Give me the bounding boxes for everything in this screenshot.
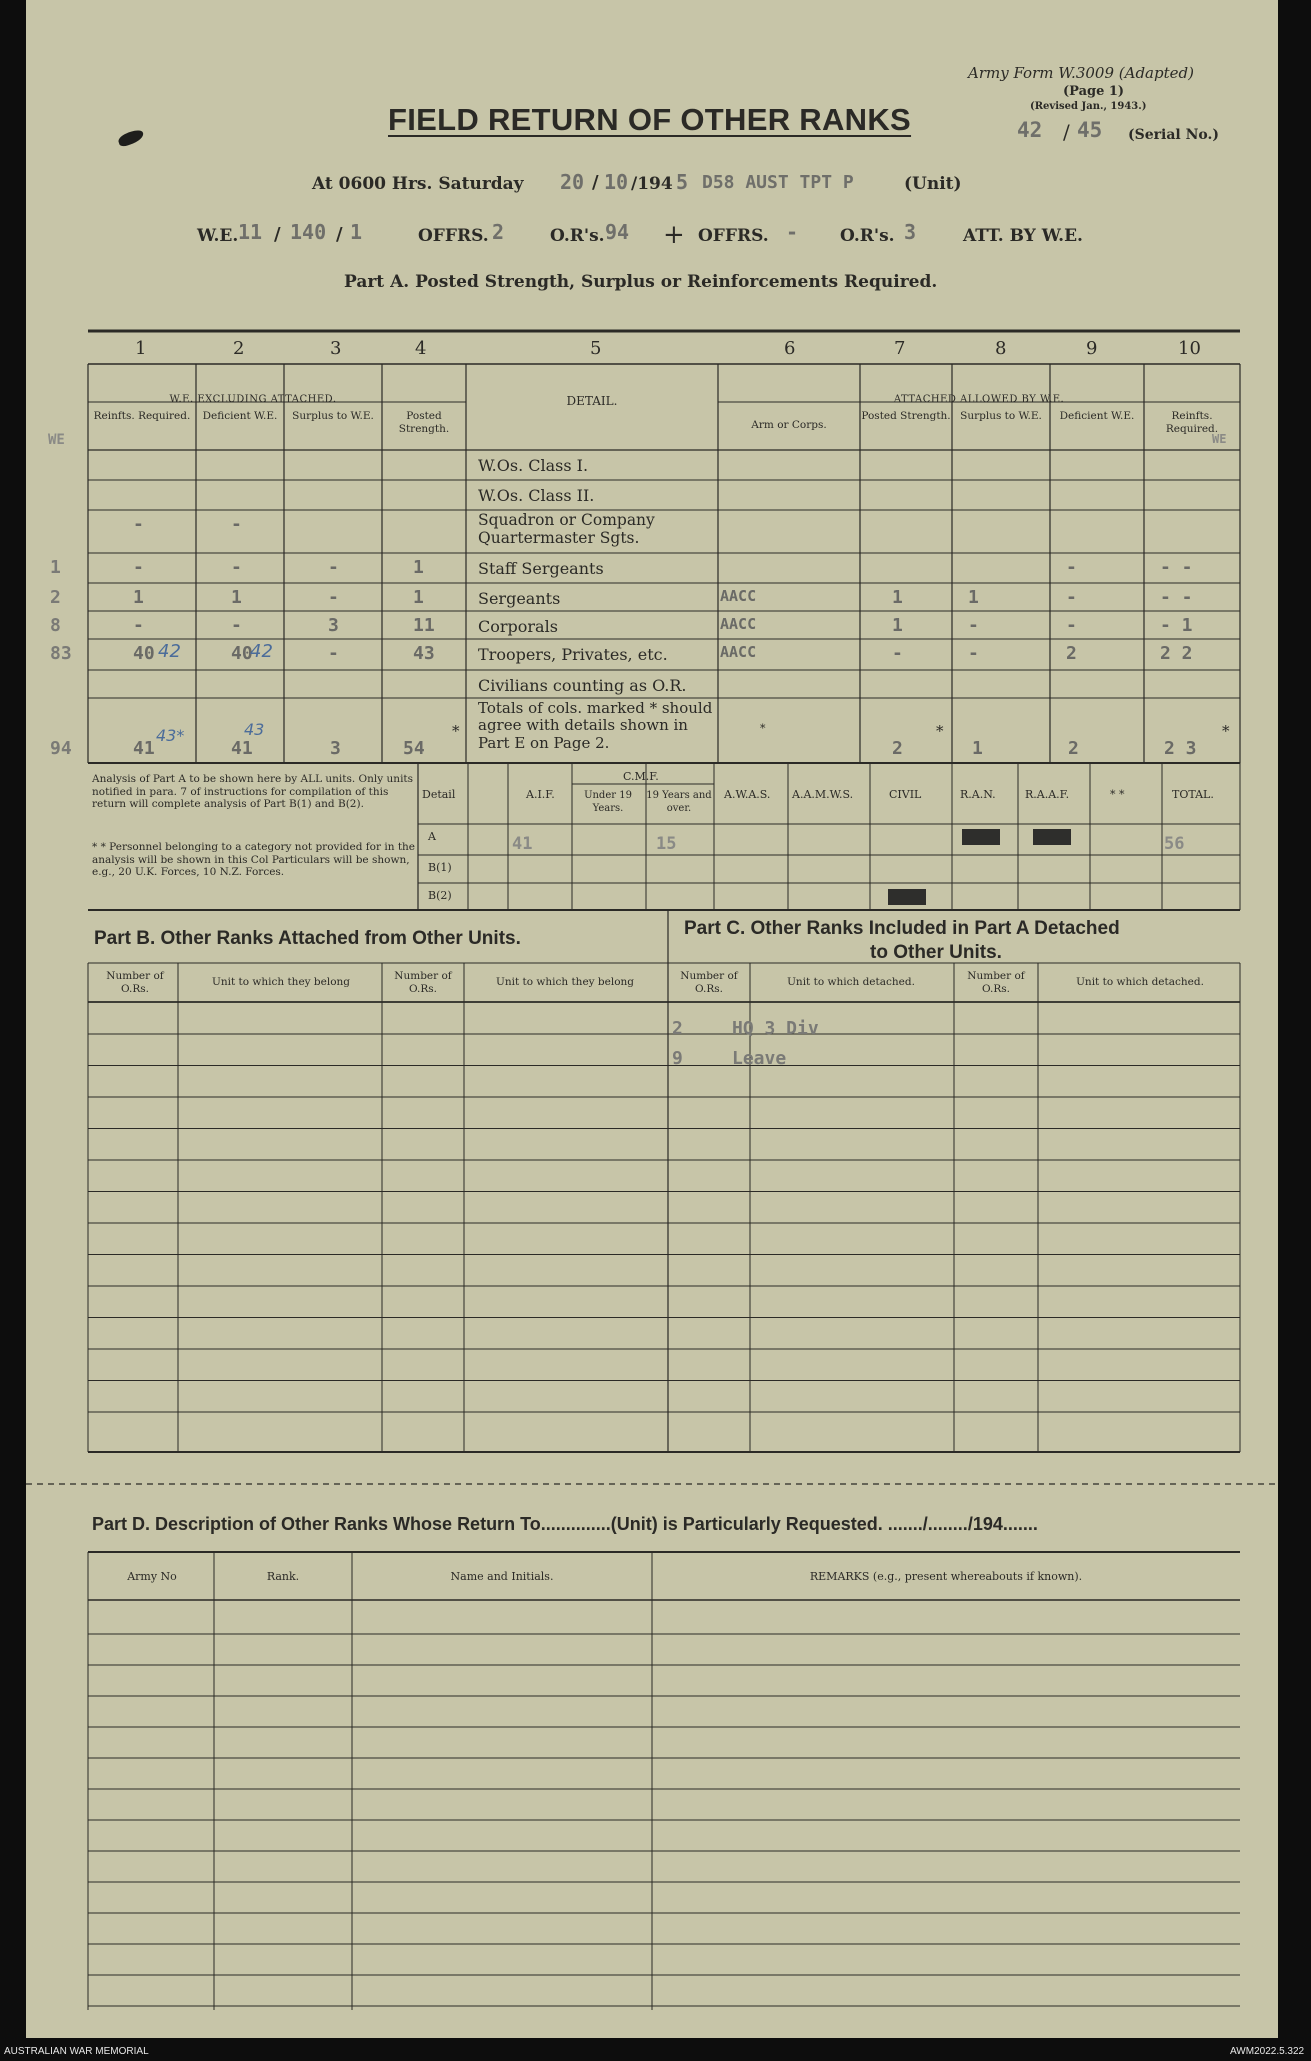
margin-we: WE bbox=[48, 432, 65, 448]
redaction-raaf bbox=[1033, 829, 1071, 845]
offrs-value: 2 bbox=[492, 220, 505, 244]
attached-header: ATTACHED ALLOWED BY W.E. bbox=[893, 394, 1065, 405]
row-cell-c7: 1 bbox=[892, 615, 903, 636]
analysis-civil-hdr: CIVIL bbox=[889, 788, 922, 801]
ors-label: O.R's. bbox=[550, 226, 605, 246]
unit-label: (Unit) bbox=[904, 174, 962, 194]
analysis-row-b2: B(2) bbox=[428, 889, 452, 902]
column-number: 5 bbox=[590, 338, 602, 359]
part-d-name-hdr: Name and Initials. bbox=[450, 1570, 554, 1583]
column-header: Posted Strength. bbox=[861, 410, 951, 422]
analysis-under19-hdr: Under 19 Years. bbox=[584, 790, 632, 814]
totals-cell-c7: 2 bbox=[892, 738, 903, 759]
row-cell-c1: 1 bbox=[133, 587, 144, 608]
we-b: 140 bbox=[290, 220, 327, 244]
part-b-unit-hdr-2: Unit to which they belong bbox=[495, 976, 635, 988]
part-a-title: Part A. Posted Strength, Surplus or Reinforcements Required. bbox=[344, 272, 938, 292]
row-margin-we: 8 bbox=[50, 615, 61, 636]
row-cell-c9: - bbox=[1066, 557, 1077, 578]
row-cell-c2: - bbox=[231, 615, 242, 636]
analysis-aamws-hdr: A.A.M.W.S. bbox=[792, 788, 854, 801]
serial-a: 42 bbox=[1017, 118, 1043, 142]
total-marker: * bbox=[936, 722, 944, 740]
year-digit: 5 bbox=[676, 170, 689, 194]
column-header: Surplus to W.E. bbox=[292, 410, 374, 422]
row-cell-c1: - bbox=[133, 615, 144, 636]
row-cell-c2: - bbox=[231, 557, 242, 578]
part-d-title: Part D. Description of Other Ranks Whose Return To..............(Unit) is Particularly Requested. ......./......../194....... bbox=[92, 1514, 1038, 1534]
serial-b: 45 bbox=[1077, 118, 1103, 142]
analysis-raaf-hdr: R.A.A.F. bbox=[1025, 788, 1070, 801]
column-header: Deficient W.E. bbox=[1059, 410, 1135, 422]
form-page: (Page 1) bbox=[1063, 84, 1125, 99]
totals-cell-c4: 54 bbox=[403, 738, 425, 759]
row-cell-c4: 1 bbox=[413, 587, 424, 608]
analysis-note-1: Analysis of Part A to be shown here by ALL units. Only units notified in para. 7 of instructions for compilation of this return will complete analysis of Part B(1) and B(2). bbox=[92, 773, 414, 811]
row-cell-c10: - 1 bbox=[1160, 615, 1193, 636]
row-cell-c7: - bbox=[892, 643, 903, 664]
offrs2-label: OFFRS. bbox=[698, 226, 769, 246]
serial-label: (Serial No.) bbox=[1128, 127, 1219, 143]
date-month: 10 bbox=[604, 170, 629, 194]
row-cell-c7: 1 bbox=[892, 587, 903, 608]
column-header: Surplus to W.E. bbox=[960, 410, 1042, 422]
column-number: 1 bbox=[135, 338, 147, 359]
analysis-other-hdr: * * bbox=[1110, 788, 1125, 801]
date-day: 20 bbox=[560, 170, 585, 194]
page-title: FIELD RETURN OF OTHER RANKS bbox=[388, 102, 912, 137]
column-header: Reinfts. Required. bbox=[93, 410, 191, 422]
part-c-unit-hdr-1: Unit to which detached. bbox=[787, 976, 915, 988]
row-cell-c3: 3 bbox=[328, 615, 339, 636]
we-label: W.E. bbox=[197, 226, 239, 246]
row-detail: Corporals bbox=[478, 617, 558, 636]
part-c-unit-hdr-2: Unit to which detached. bbox=[1076, 976, 1204, 988]
part-c-title-2: to Other Units. bbox=[870, 942, 1002, 963]
analysis-a-total: 56 bbox=[1164, 834, 1185, 854]
part-b-num-hdr-2: Number of O.Rs. bbox=[394, 970, 452, 996]
column-header: Posted Strength. bbox=[398, 410, 450, 436]
att-label: ATT. BY W.E. bbox=[963, 226, 1083, 246]
column-header: Deficient W.E. bbox=[202, 410, 278, 422]
row-detail: Sergeants bbox=[478, 589, 561, 608]
detail-header: DETAIL. bbox=[566, 394, 618, 408]
totals-cell-c3: 3 bbox=[330, 738, 341, 759]
form-revised: (Revised Jan., 1943.) bbox=[1030, 101, 1147, 112]
row-cell-c4: 11 bbox=[413, 615, 435, 636]
part-d-remarks-hdr: REMARKS (e.g., present whereabouts if known). bbox=[809, 1570, 1083, 1583]
analysis-awas-hdr: A.W.A.S. bbox=[724, 788, 771, 801]
totals-detail: Totals of cols. marked * should agree with details shown in Part E on Page 2. bbox=[478, 699, 713, 752]
we-a: 11 bbox=[238, 220, 263, 244]
unit-name: D58 AUST TPT P bbox=[702, 172, 854, 193]
we-slash-1: / bbox=[274, 224, 281, 245]
serial-slash: / bbox=[1063, 120, 1070, 144]
row-detail: W.Os. Class II. bbox=[478, 486, 595, 505]
ors2-value: 3 bbox=[904, 220, 917, 244]
column-header: Reinfts. Required. bbox=[1165, 410, 1219, 436]
at-label: At 0600 Hrs. Saturday bbox=[312, 174, 524, 194]
part-c-entry-1-n: 2 bbox=[672, 1018, 683, 1039]
analysis-cmf-hdr: C.M.F. bbox=[623, 770, 659, 783]
analysis-row-a: A bbox=[428, 830, 436, 843]
total-marker: * bbox=[452, 722, 460, 740]
row-cell-c4: 1 bbox=[413, 557, 424, 578]
analysis-aif-hdr: A.I.F. bbox=[526, 788, 555, 801]
row-cell-c8: - bbox=[968, 643, 979, 664]
we-excl-header: W.E. EXCLUDING ATTACHED. bbox=[169, 394, 337, 405]
row-cell-c8: 1 bbox=[968, 587, 979, 608]
analysis-ran-hdr: R.A.N. bbox=[960, 788, 996, 801]
row-cell-c2: - bbox=[231, 514, 242, 535]
row-margin-we: 1 bbox=[50, 557, 61, 578]
totals-cell-c2: 41 bbox=[231, 738, 253, 759]
analysis-row-b1: B(1) bbox=[428, 861, 452, 874]
totals-cell-c8: 1 bbox=[972, 738, 983, 759]
row-cell-c4: 43 bbox=[413, 643, 435, 664]
analysis-detail-hdr: Detail bbox=[422, 788, 456, 801]
column-number: 9 bbox=[1086, 338, 1098, 359]
date-slash: / bbox=[592, 172, 599, 193]
we-c: 1 bbox=[350, 220, 363, 244]
row-cell-c9: - bbox=[1066, 587, 1077, 608]
column-number: 10 bbox=[1178, 338, 1201, 359]
part-c-num-hdr-2: Number of O.Rs. bbox=[967, 970, 1025, 996]
column-number: 7 bbox=[894, 338, 906, 359]
column-header: Arm or Corps. bbox=[751, 419, 827, 431]
row-cell-c10: - - bbox=[1160, 557, 1193, 578]
row-detail: W.Os. Class I. bbox=[478, 456, 589, 475]
row-margin-we: 2 bbox=[50, 587, 61, 608]
we-slash-2: / bbox=[336, 224, 343, 245]
plus-sign: + bbox=[663, 220, 685, 250]
form-number: Army Form W.3009 (Adapted) bbox=[968, 64, 1194, 82]
row-cell-c3: - bbox=[328, 557, 339, 578]
row-cell-c6: AACC bbox=[720, 587, 757, 605]
row-margin-we: 83 bbox=[50, 643, 72, 664]
analysis-over19-hdr: 19 Years and over. bbox=[646, 790, 712, 814]
pencil-correction: 42 bbox=[158, 641, 181, 662]
row-cell-c6: AACC bbox=[720, 615, 757, 633]
pencil-correction: 42 bbox=[250, 641, 273, 662]
totals-cell-c9: 2 bbox=[1068, 738, 1079, 759]
row-cell-c9: - bbox=[1066, 615, 1077, 636]
row-detail: Squadron or Company Quartermaster Sgts. bbox=[478, 511, 655, 547]
year-prefix: /194 bbox=[631, 174, 673, 194]
row-cell-c3: - bbox=[328, 643, 339, 664]
margin-we-right: WE bbox=[1212, 432, 1227, 446]
row-cell-c6: AACC bbox=[720, 643, 757, 661]
offrs2-value: - bbox=[786, 220, 799, 244]
analysis-total-hdr: TOTAL. bbox=[1172, 788, 1214, 801]
column-number: 6 bbox=[784, 338, 796, 359]
row-cell-c2: 40 bbox=[231, 643, 253, 664]
totals-cell-c10: 2 3 bbox=[1164, 738, 1197, 759]
row-detail: Troopers, Privates, etc. bbox=[478, 645, 668, 664]
part-b-unit-hdr-1: Unit to which they belong bbox=[211, 976, 351, 988]
row-cell-c8: - bbox=[968, 615, 979, 636]
offrs-label: OFFRS. bbox=[418, 226, 489, 246]
row-cell-c1: - bbox=[133, 514, 144, 535]
footer-left: AUSTRALIAN WAR MEMORIAL bbox=[4, 2046, 149, 2057]
ors-value: 94 bbox=[605, 220, 630, 244]
row-cell-c9: 2 bbox=[1066, 643, 1077, 664]
column-number: 3 bbox=[330, 338, 342, 359]
part-b-title: Part B. Other Ranks Attached from Other Units. bbox=[94, 928, 521, 949]
part-b-num-hdr-1: Number of O.Rs. bbox=[106, 970, 164, 996]
redaction-civil bbox=[888, 889, 926, 905]
totals-margin: 94 bbox=[50, 738, 72, 759]
footer-right: AWM2022.5.322 bbox=[1230, 2046, 1305, 2057]
part-d-army-no-hdr: Army No bbox=[127, 1570, 177, 1583]
part-c-entry-1-unit: HQ 3 Div bbox=[732, 1018, 819, 1039]
column-number: 2 bbox=[233, 338, 245, 359]
analysis-a-over19: 15 bbox=[656, 834, 677, 854]
row-cell-c2: 1 bbox=[231, 587, 242, 608]
total-marker: * bbox=[760, 722, 766, 735]
part-c-entry-2-unit: Leave bbox=[732, 1048, 787, 1069]
row-detail: Staff Sergeants bbox=[478, 559, 604, 578]
pencil-correction: 43* bbox=[156, 726, 185, 745]
row-cell-c1: - bbox=[133, 557, 144, 578]
part-c-num-hdr-1: Number of O.Rs. bbox=[680, 970, 738, 996]
part-c-entry-2-n: 9 bbox=[672, 1048, 683, 1069]
column-number: 4 bbox=[415, 338, 427, 359]
row-cell-c10: 2 2 bbox=[1160, 643, 1193, 664]
ors2-label: O.R's. bbox=[840, 226, 895, 246]
row-cell-c1: 40 bbox=[133, 643, 155, 664]
row-cell-c10: - - bbox=[1160, 587, 1193, 608]
total-marker: * bbox=[1222, 722, 1230, 740]
pencil-correction: 43 bbox=[244, 720, 265, 739]
row-detail: Civilians counting as O.R. bbox=[478, 676, 687, 695]
row-cell-c3: - bbox=[328, 587, 339, 608]
part-c-title: Part C. Other Ranks Included in Part A Detached bbox=[684, 918, 1120, 939]
totals-cell-c1: 41 bbox=[133, 738, 155, 759]
redaction-ran bbox=[962, 829, 1000, 845]
analysis-note-2: * * Personnel belonging to a category not provided for in the analysis will be shown in this Col Particulars will be shown, e.g., 20 U.K. Forces, 10 N.Z. Forces. bbox=[92, 841, 416, 879]
analysis-a-aif: 41 bbox=[512, 834, 533, 854]
part-d-rank-hdr: Rank. bbox=[266, 1570, 300, 1583]
column-number: 8 bbox=[995, 338, 1007, 359]
